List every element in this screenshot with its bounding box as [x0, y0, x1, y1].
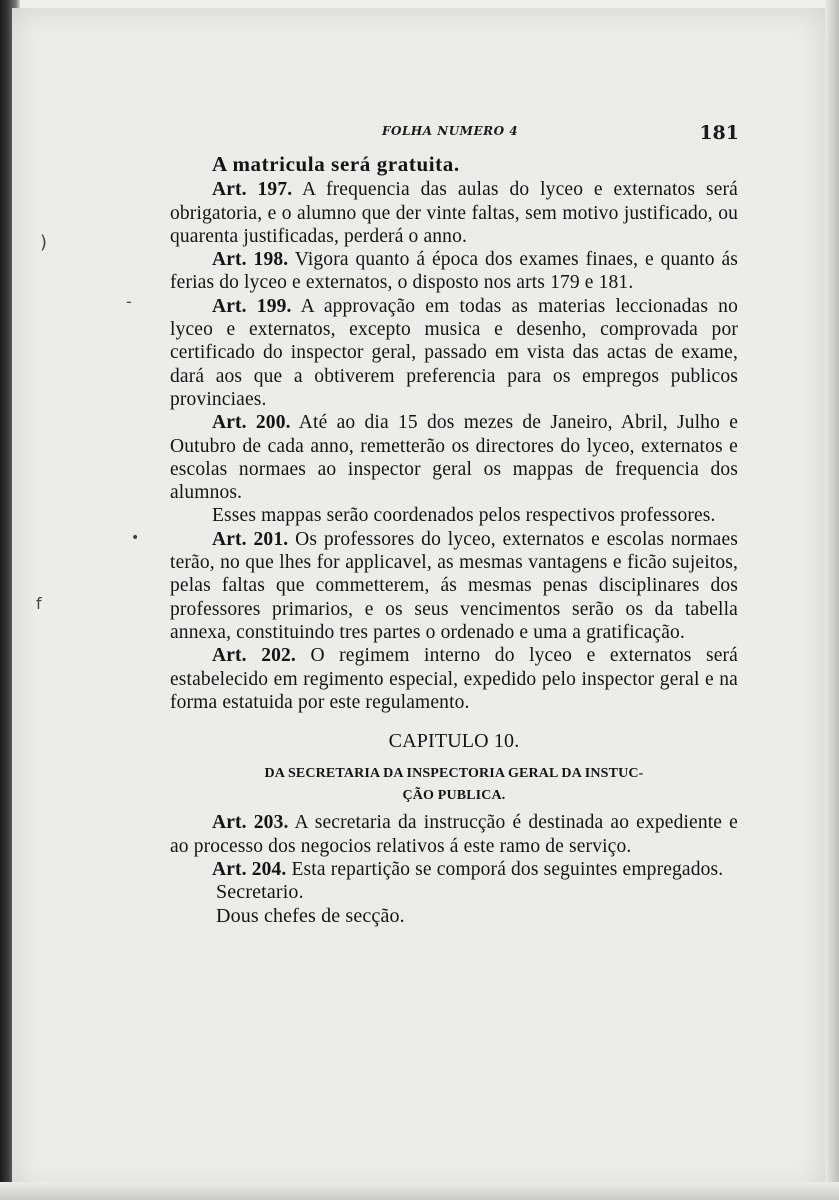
- article-200-continuation: Esses mappas serão coordenados pelos respectivos professores.: [212, 505, 716, 527]
- article-200-text: Até ao dia 15 dos mezes de Janeiro, Abril, Julho e Outubro de cada anno, remetterão os directores do lyceo, externatos e escolas normaes ao inspector geral os mappas de frequencia dos alumnos.: [170, 412, 738, 504]
- page-right-edge: [825, 0, 839, 1200]
- staff-item-section-chiefs: Dous chefes de secção.: [216, 904, 405, 927]
- article-197-text: A frequencia das aulas do lyceo e externatos será obrigatoria, e o alumno que der vinte faltas, sem motivo justificado, ou quarenta justificadas, perderá o anno.: [170, 179, 738, 247]
- section-heading: [170, 763, 738, 807]
- section-heading-line-2: ÇÃO PUBLICA.: [402, 788, 506, 804]
- margin-mark-parenthesis: ): [40, 232, 48, 253]
- article-202-text: O regimem interno do lyceo e externatos será estabelecido em regimento especial, expedido pelo inspector geral e na forma estatuida por este regulamento.: [170, 645, 738, 713]
- header-title: FOLHA NUMERO 4: [382, 124, 519, 138]
- article-199: [170, 295, 738, 411]
- lead-paragraph: A matricula será gratuita.: [212, 152, 460, 176]
- article-203-label: Art. 203.: [212, 812, 289, 834]
- body-text: [170, 150, 738, 928]
- article-198: [170, 248, 738, 295]
- margin-mark-dash: -: [126, 292, 132, 311]
- running-header: [170, 122, 745, 144]
- article-198-label: Art. 198.: [212, 249, 289, 271]
- article-204: [170, 858, 738, 881]
- article-200-label: Art. 200.: [212, 412, 291, 434]
- article-201-label: Art. 201.: [212, 528, 289, 550]
- article-203: [170, 811, 738, 858]
- article-202: [170, 644, 738, 714]
- article-197-label: Art. 197.: [212, 179, 293, 201]
- article-200: [170, 411, 738, 504]
- article-197: [170, 178, 738, 248]
- article-201: [170, 528, 738, 644]
- staff-item-secretary: Secretario.: [216, 881, 304, 904]
- article-203-text: A secretaria da instrucção é destinada ao expediente e ao processo dos negocios relativos á este ramo de serviço.: [170, 812, 738, 857]
- article-204-label: Art. 204.: [212, 859, 287, 881]
- article-201-text: Os professores do lyceo, externatos e escolas normaes terão, no que lhes for applicavel, as mesmas vantagens e ficão sujeitos, pelas faltas que commetterem, ás mesmas penas disciplinares dos professores primarios, e os seus vencimentos serão os da tabella annexa, constituindo tres partes o ordenado e uma a gratificação.: [170, 528, 738, 643]
- article-204-text: Esta repartição se comporá dos seguintes empregados.: [291, 859, 724, 881]
- article-199-text: A approvação em todas as materias leccionadas no lyceo e externatos, excepto musica e desenho, comprovada por certificado do inspector geral, passado em vista das actas de exame, dará aos que a obtiverem preferencia para os empregos publicos provinciaes.: [170, 295, 738, 410]
- section-heading-line-1: DA SECRETARIA DA INSPECTORIA GERAL DA INSTUC-: [264, 766, 644, 782]
- article-202-label: Art. 202.: [212, 645, 296, 667]
- chapter-title: CAPITULO 10.: [388, 730, 520, 753]
- margin-mark-dot: •: [131, 530, 140, 546]
- page-bottom-edge: [0, 1182, 839, 1200]
- page-number: 181: [699, 122, 739, 144]
- article-199-label: Art. 199.: [212, 295, 292, 317]
- article-198-text: Vigora quanto á época dos exames finaes, e quanto ás ferias do lyceo e externatos, o disposto nos arts 179 e 181.: [170, 249, 738, 294]
- margin-mark-f: f: [36, 594, 42, 613]
